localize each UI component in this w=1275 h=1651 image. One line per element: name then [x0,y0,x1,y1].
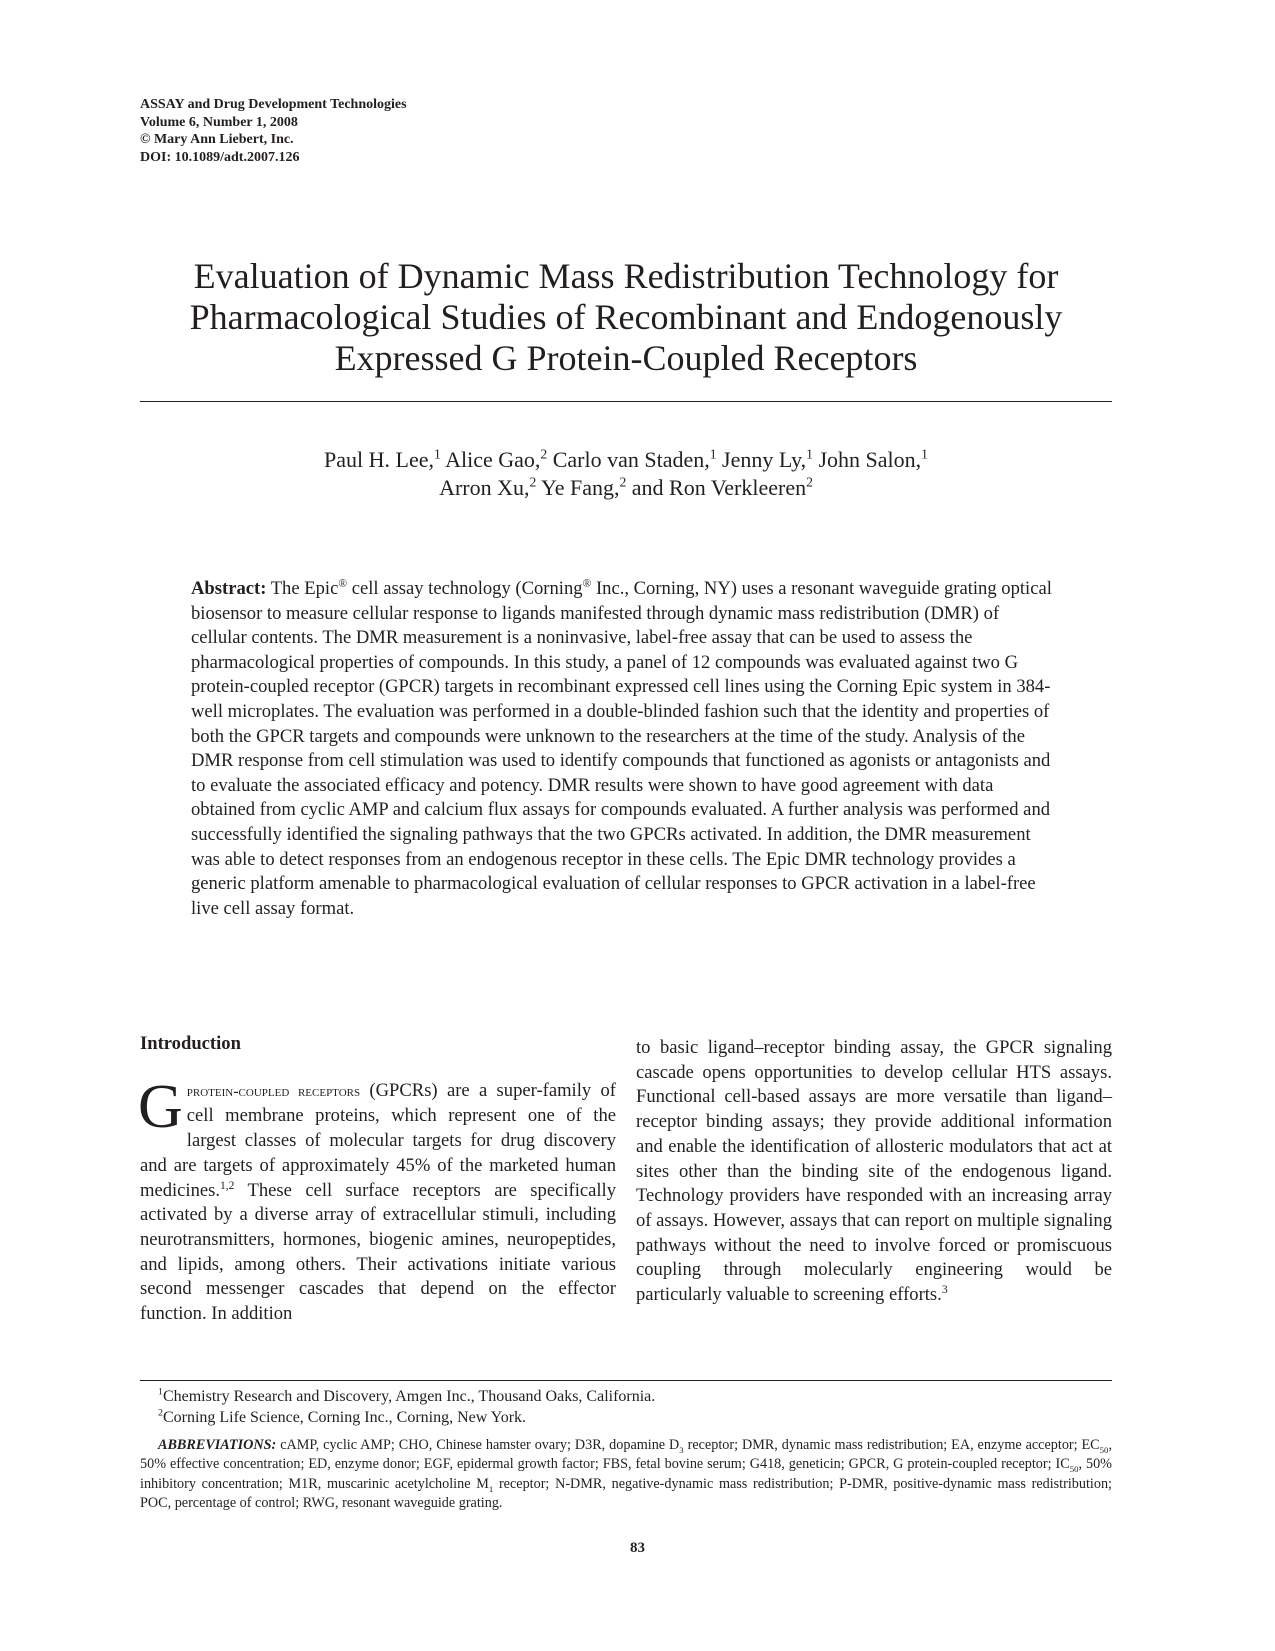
journal-name: ASSAY and Drug Development Technologies [140,97,407,112]
intro-lead-smallcaps: protein-coupled receptors [186,1082,361,1100]
abbreviations [140,1436,1112,1514]
author: John Salon, [818,447,922,472]
abstract-label: Abstract: [191,578,267,599]
registered-mark: ® [582,577,592,590]
author-affil: 1 [433,446,441,462]
author: Ye Fang, [541,475,620,500]
subscript: 1 [488,1483,494,1494]
citation: 1,2 [220,1179,235,1192]
abstract-text: cell assay technology (Corning [347,578,583,599]
abbreviations-label: ABBREVIATIONS: [158,1437,277,1453]
abbrev-text: receptor; N-DMR, negative-dynamic mass redistribution; P-DMR, positive-dynamic mass redistribution; POC, percentage of control; RWG, resonant waveguide grating. [140,1475,1112,1512]
affil-number: 2 [158,1407,163,1419]
author-affil: 1 [921,446,928,462]
page-number: 83 [630,1540,645,1556]
abstract-text: The Epic [270,578,339,599]
abstract-text: Inc., Corning, NY) uses a resonant waveguide grating optical biosensor to measure cellular response to ligands manifested through dynamic mass redistribution (DMR) of cellular contents. The DMR measurement is a noninvasive, label-free assay that can be used to assess the pharmacological properties of compounds. In this study, a panel of 12 compounds was evaluated against two G protein-coupled receptor (GPCR) targets in recombinant expressed cell lines using the Corning Epic system in 384-well microplates. The evaluation was performed in a double-blinded fashion such that the identity and properties of both the GPCR targets and compounds were unknown to the researchers at the time of the study. Analysis of the DMR response from cell stimulation was used to identify compounds that functioned as agonists or antagonists and to evaluate the associated efficacy and potency. DMR results were shown to have good agreement with data obtained from cyclic AMP and calcium flux assays for compounds evaluated. A further analysis was performed and successfully identified the signaling pathways that the two GPCRs activated. In addition, the DMR measurement was able to detect responses from an endogenous receptor in these cells. The Epic DMR technology provides a generic platform amenable to pharmacological evaluation of cellular responses to GPCR activation in a label-free live cell assay format. [191,578,1052,919]
author-affil: 2 [529,474,537,490]
journal-info [140,96,407,166]
affil-text: Chemistry Research and Discovery, Amgen Inc., Thousand Oaks, California. [162,1388,656,1405]
affiliation-2 [158,1407,655,1428]
author-affil: 1 [709,446,717,462]
abbrev-text: , 50% effective concentration; ED, enzyme donor; EGF, epidermal growth factor; FBS, fetal bovine serum; G418, geneticin; GPCR, G protein-coupled receptor; IC [140,1437,1112,1473]
affiliation-1 [158,1386,655,1407]
title-line-2: Pharmacological Studies of Recombinant and Endogenously [189,297,1063,337]
title-rule [140,401,1112,402]
affil-number: 1 [158,1386,163,1398]
section-heading-introduction: Introduction [140,1033,241,1054]
author: Arron Xu, [439,475,530,500]
title-line-1: Evaluation of Dynamic Mass Redistribution Technology for [193,256,1059,296]
author-affil: 1 [806,446,813,462]
title-line-3: Expressed G Protein-Coupled Receptors [334,338,918,378]
author: Alice Gao, [445,447,541,472]
affiliations [158,1386,655,1428]
registered-mark: ® [338,577,348,590]
intro-text-continued: to basic ligand–receptor binding assay, the GPCR signaling cascade opens opportunities to develop cellular HTS assays. Functional cell-based assays are more versatile than ligand–receptor binding assays; they provide additional information and enable the identification of allosteric modulators that act at sites other than the binding site of the endogenous ligand. Technology providers have responded with an increasing array of assays. However, assays that can report on multiple signaling pathways without the need to involve forced or promiscuous coupling through molecularly engineering would be particularly valuable to screening efforts. [636,1037,1112,1306]
author: and Ron Verkleeren [631,475,807,500]
affil-text: Corning Life Science, Corning Inc., Corning, New York. [162,1409,527,1426]
journal-doi: DOI: 10.1089/adt.2007.126 [140,149,300,165]
drop-cap: G [138,1072,183,1141]
citation: 3 [941,1283,948,1296]
intro-paragraph [138,1072,616,1327]
subscript: 50 [1099,1444,1109,1455]
journal-volume: Volume 6, Number 1, 2008 [140,114,298,130]
author-line-2 [140,474,1112,502]
author: Jenny Ly, [722,447,807,472]
column-left [140,1032,616,1327]
author-affil: 2 [806,474,813,490]
author-line-1 [140,446,1112,474]
author: Paul H. Lee, [324,447,434,472]
column-right [636,1036,1112,1308]
abbrev-text: , 50% inhibitory concentration; M1R, muscarinic acetylcholine M [140,1456,1112,1492]
journal-copyright: © Mary Ann Liebert, Inc. [140,132,294,147]
abbrev-text: receptor; DMR, dynamic mass redistribution; EA, enzyme acceptor; EC [683,1437,1100,1453]
author-list [140,446,1112,502]
subscript: 50 [1069,1464,1079,1475]
author: Carlo van Staden, [552,447,710,472]
author-affil: 2 [540,446,548,462]
footnote-rule [140,1380,1112,1381]
author-affil: 2 [619,474,627,490]
abbrev-text: cAMP, cyclic AMP; CHO, Chinese hamster ovary; D3R, dopamine D [276,1437,680,1453]
intro-text: These cell surface receptors are specifically activated by a diverse array of extracellular stimuli, including neurotransmitters, hormones, biogenic amines, neuropeptides, and lipids, among others. Their activations initiate various second messenger cascades that depend on the effector function. In addition [140,1179,616,1325]
abstract [191,577,1059,921]
paper-title [140,256,1112,379]
intro-text: (GPCRs) are a super-family of cell membrane proteins, which represent one of the largest classes of molecular targets for drug discovery and are targets of approximately 45% of the marketed human medicines. [140,1079,616,1201]
subscript: 3 [679,1444,684,1455]
